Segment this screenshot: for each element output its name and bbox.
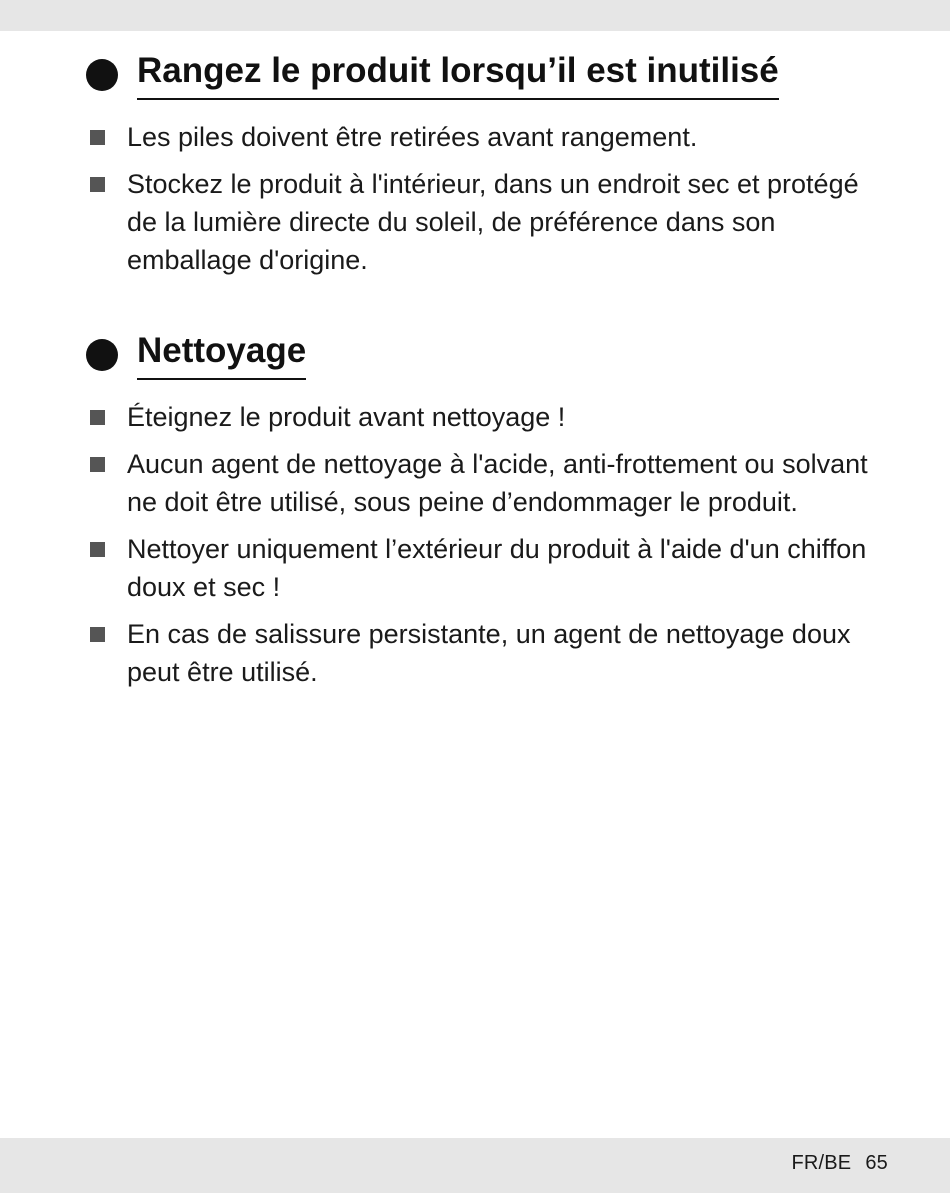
square-bullet-icon xyxy=(90,627,105,642)
square-bullet-icon xyxy=(90,410,105,425)
heading-bullet-icon xyxy=(86,339,118,371)
list-item-text: Éteignez le produit avant nettoyage ! xyxy=(127,402,566,432)
square-bullet-icon xyxy=(90,457,105,472)
section-heading xyxy=(0,48,950,108)
section-title: Rangez le produit lorsqu’il est inutilisé xyxy=(137,48,779,100)
list-item xyxy=(0,118,950,156)
list-item-text: Les piles doivent être retirées avant rangement. xyxy=(127,122,698,152)
list-item xyxy=(0,615,950,691)
list-item xyxy=(0,445,950,521)
heading-bullet-icon xyxy=(86,59,118,91)
top-band xyxy=(0,0,950,31)
section-cleaning xyxy=(0,328,950,700)
section-list xyxy=(0,398,950,691)
section-list xyxy=(0,118,950,279)
list-item xyxy=(0,530,950,606)
square-bullet-icon xyxy=(90,542,105,557)
section-heading xyxy=(0,328,950,388)
square-bullet-icon xyxy=(90,130,105,145)
page-number: 65 xyxy=(865,1152,888,1174)
list-item-text: Stockez le produit à l'intérieur, dans un endroit sec et protégé de la lumière directe du soleil, de préférence dans son emballage d'origine. xyxy=(127,169,859,275)
list-item xyxy=(0,165,950,279)
section-title: Nettoyage xyxy=(137,328,306,380)
square-bullet-icon xyxy=(90,177,105,192)
list-item xyxy=(0,398,950,436)
list-item-text: En cas de salissure persistante, un agent de nettoyage doux peut être utilisé. xyxy=(127,619,851,687)
list-item-text: Nettoyer uniquement l’extérieur du produit à l'aide d'un chiffon doux et sec ! xyxy=(127,534,867,602)
list-item-text: Aucun agent de nettoyage à l'acide, anti-frottement ou solvant ne doit être utilisé, sous peine d’endommager le produit. xyxy=(127,449,868,517)
section-storage xyxy=(0,48,950,288)
page-footer xyxy=(791,1152,888,1175)
footer-locale: FR/BE xyxy=(791,1152,852,1174)
